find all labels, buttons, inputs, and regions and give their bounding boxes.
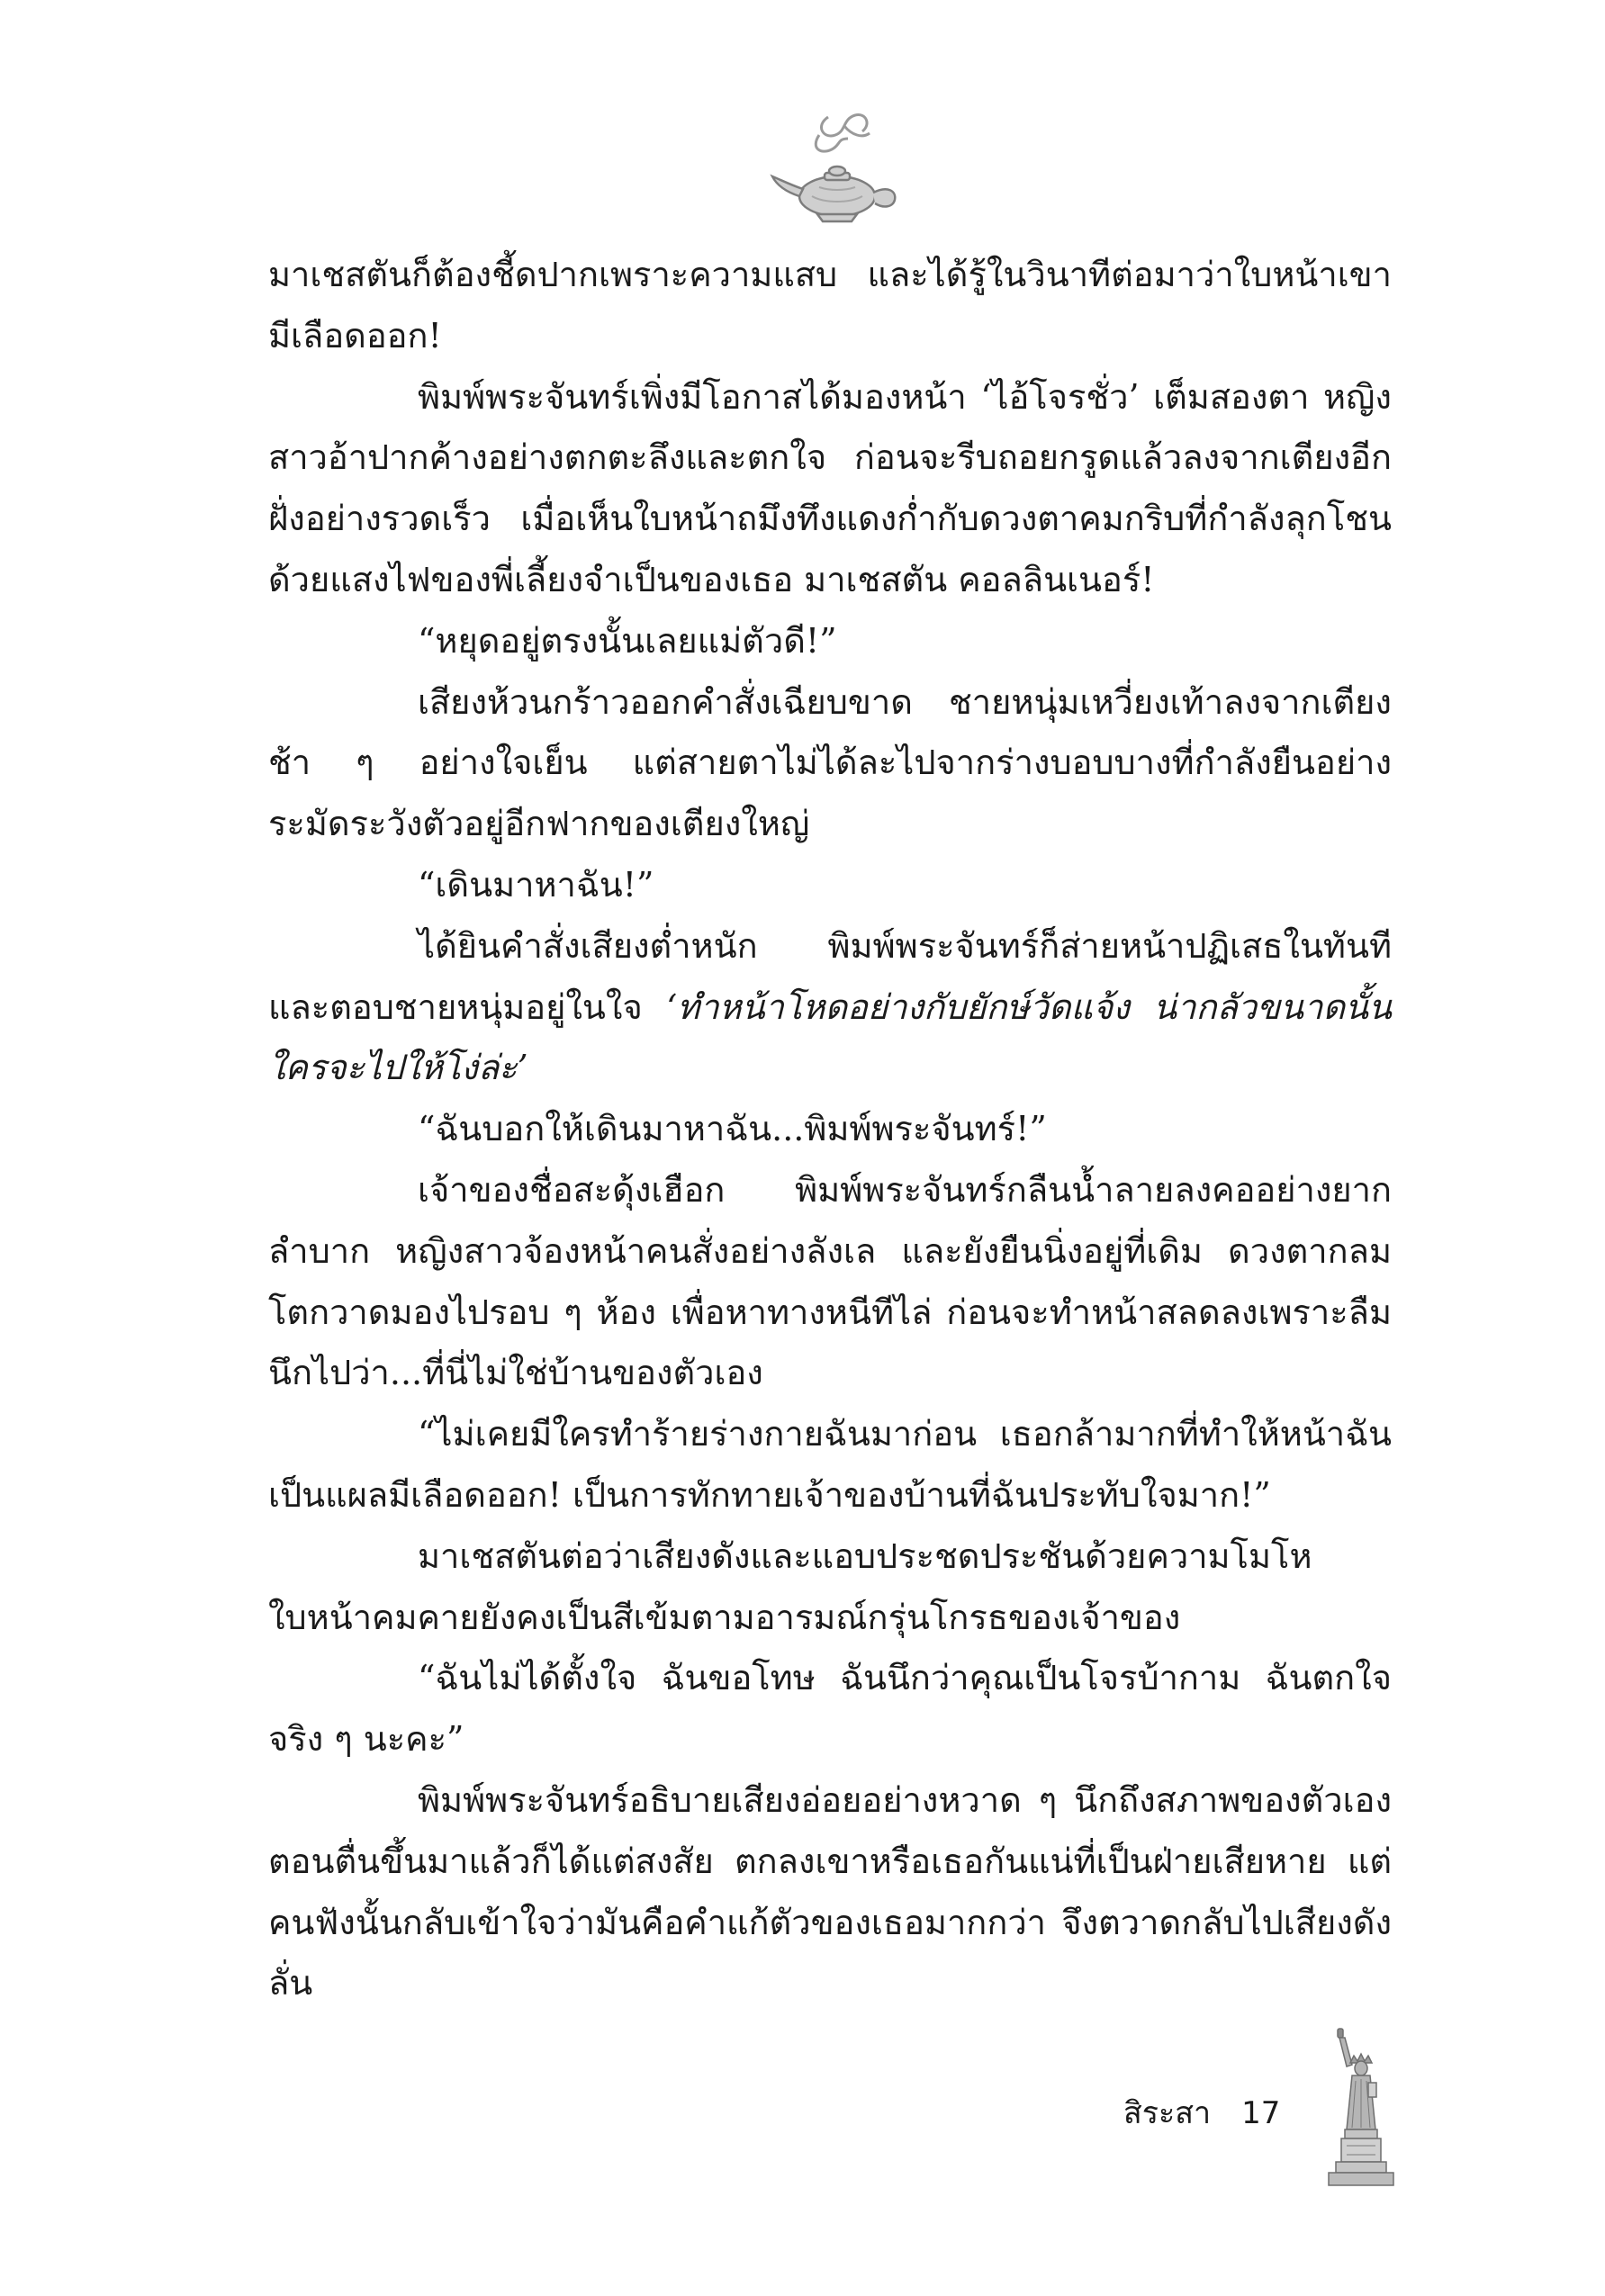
paragraph: เจ้าของชื่อสะดุ้งเฮือก พิมพ์พระจันทร์กลืนน้ำลายลงคออย่างยากลำบาก หญิงสาวจ้องหน้าคนสั่งอย่างลังเล และยังยืนนิ่งอยู่ที่เดิม ดวงตากลมโตกวาดมองไปรอบ ๆ ห้อง เพื่อหาทางหนีทีไล่ ก่อนจะทำหน้าสลดลงเพราะลืมนึกไปว่า...ที่นี่ไม่ใช่บ้านของตัวเอง <box>268 1169 1392 1393</box>
page-footer <box>1123 2086 1303 2140</box>
paragraph: พิมพ์พระจันทร์อธิบายเสียงอ่อยอย่างหวาด ๆ นึกถึงสภาพของตัวเองตอนตื่นขึ้นมาแล้วก็ได้แต่สงสัย ตกลงเขาหรือเธอกันแน่ที่เป็นฝ่ายเสียหาย แต่คนฟังนั้นกลับเข้าใจว่ามันคือคำแก้ตัวของเธอมากกว่า จึงตวาดกลับไปเสียงดังลั่น <box>268 1779 1392 2003</box>
paragraph: มาเชสตันต่อว่าเสียงดังและแอบประชดประชันด้วยความโมโห ใบหน้าคมคายยังคงเป็นสีเข้มตามอารมณ์กรุ่นโกรธของเจ้าของ <box>268 1535 1312 1637</box>
dialogue-line: “ฉันไม่ได้ตั้งใจ ฉันขอโทษ ฉันนึกว่าคุณเป็นโจรบ้ากาม ฉันตกใจจริง ๆ นะคะ” <box>268 1658 1392 1760</box>
dialogue-line: “ฉันบอกให้เดินมาหาฉัน...พิมพ์พระจันทร์!” <box>418 1109 1047 1149</box>
paragraph: มาเชสตันก็ต้องชี้ดปากเพราะความแสบ และได้รู้ในวินาทีต่อมาว่าใบหน้าเขามีเลือดออก! <box>268 255 1392 356</box>
body-text <box>268 245 1392 2014</box>
paragraph: เสียงห้วนกร้าวออกคำสั่งเฉียบขาด ชายหนุ่มเหวี่ยงเท้าลงจากเตียงช้า ๆ อย่างใจเย็น แต่สายตาไม่ได้ละไปจากร่างบอบบางที่กำลังยืนอย่างระมัดระวังตัวอยู่อีกฟากของเตียงใหญ่ <box>268 681 1392 844</box>
paragraph: พิมพ์พระจันทร์เพิ่งมีโอกาสได้มองหน้า ‘ไอ้โจรชั่ว’ เต็มสองตา หญิงสาวอ้าปากค้างอย่างตกตะลึงและตกใจ ก่อนจะรีบถอยกรูดแล้วลงจากเตียงอีกฝั่งอย่างรวดเร็ว เมื่อเห็นใบหน้าถมึงทึงแดงก่ำกับดวงตาคมกริบที่กำลังลุกโชนด้วยแสงไฟของพี่เลี้ยงจำเป็นของเธอ มาเชสตัน คอลลินเนอร์! <box>268 376 1392 599</box>
dialogue-line: “ไม่เคยมีใครทำร้ายร่างกายฉันมาก่อน เธอกล้ามากที่ทำให้หน้าฉันเป็นแผลมีเลือดออก! เป็นการทักทายเจ้าของบ้านที่ฉันประทับใจมาก!” <box>268 1414 1392 1515</box>
inner-thought-italic: ‘ทำหน้าโหดอย่างกับยักษ์วัดแจ้ง น่ากลัวขนาดนั้นใครจะไปให้โง่ล่ะ’ <box>268 986 1392 1088</box>
statue-of-liberty-icon <box>1316 2023 1406 2192</box>
dialogue-line: “หยุดอยู่ตรงนั้นเลยแม่ตัวดี!” <box>418 620 837 661</box>
teapot-ornament-icon <box>765 99 909 243</box>
paragraph <box>268 916 1392 1099</box>
page-number: 17 <box>1241 2095 1281 2131</box>
paragraph-text: ได้ยินคำสั่งเสียงต่ำหนัก พิมพ์พระจันทร์ก็ส่ายหน้าปฏิเสธในทันทีและตอบชายหนุ่มอยู่ในใจ <box>268 925 1392 1027</box>
dialogue-line: “เดินมาหาฉัน!” <box>418 864 654 905</box>
book-title: สิระสา <box>1123 2095 1212 2131</box>
